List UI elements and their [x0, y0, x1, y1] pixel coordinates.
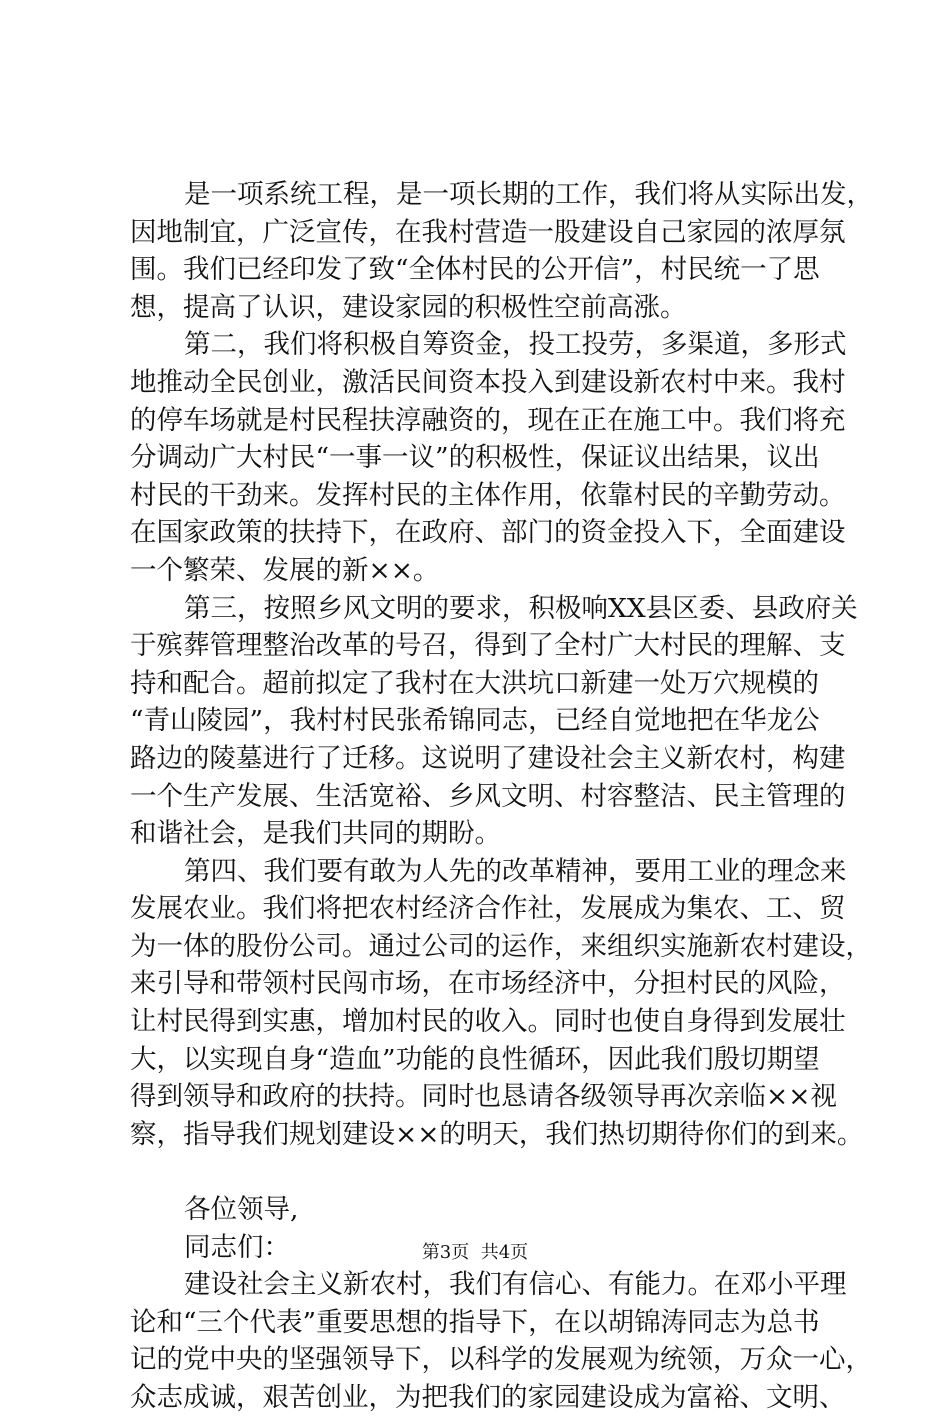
text-line: 第三，按照乡风文明的要求，积极响XX县区委、县政府关: [184, 592, 858, 624]
text-line: 各位领导,: [184, 1194, 299, 1226]
text-line: 论和“三个代表”重要思想的指导下，在以胡锦涛同志为总书: [130, 1306, 820, 1338]
text-line: 因地制宜，广泛宣传，在我村营造一股建设自己家园的浓厚氛: [130, 216, 846, 248]
text-line: 同志们：: [184, 1231, 290, 1263]
text-line: 在国家政策的扶持下，在政府、部门的资金投入下，全面建设: [130, 517, 846, 549]
paragraph-4: [130, 853, 872, 1154]
text-line: 发展农业。我们将把农村经济合作社，发展成为集农、工、贸: [130, 893, 846, 925]
text-line: 第四、我们要有敢为人先的改革精神，要用工业的理念来: [184, 855, 847, 887]
text-line: 的停车场就是村民程扶淳融资的，现在正在施工中。我们将充: [130, 404, 846, 436]
text-line: 察，指导我们规划建设××的明天，我们热切期待你们的到来。: [130, 1118, 864, 1150]
text-line: 村民的干劲来。发挥村民的主体作用，依靠村民的辛勤劳动。: [130, 479, 846, 511]
text-line: 建设社会主义新农村，我们有信心、有能力。在邓小平理: [184, 1269, 847, 1301]
text-line: 围。我们已经印发了致“全体村民的公开信”，村民统一了思: [130, 254, 820, 286]
text-line: 和谐社会，是我们共同的期盼。: [130, 818, 501, 850]
text-line: 大，以实现自身“造血”功能的良性循环，因此我们殷切期望: [130, 1043, 820, 1075]
text-line: 地推动全民创业，激活民间资本投入到建设新农村中来。我村: [130, 366, 846, 398]
body-text: [130, 176, 873, 1417]
paragraph-1: [130, 176, 873, 326]
salutation-leaders: [130, 1191, 830, 1229]
text-line: 持和配合。超前拟定了我村在大洪坑口新建一处万穴规模的: [130, 667, 819, 699]
paragraph-spacer: [130, 1153, 830, 1191]
text-line: 让村民得到实惠，增加村民的收入。同时也使自身得到发展壮: [130, 1006, 846, 1038]
text-line: 一个生产发展、生活宽裕、乡风文明、村容整洁、民主管理的: [130, 780, 846, 812]
page-footer: 第3页 共4页: [421, 1242, 529, 1263]
text-line: 是一项系统工程，是一项长期的工作，我们将从实际出发，: [184, 179, 873, 210]
text-line: 为一体的股份公司。通过公司的运作，来组织实施新农村建设，: [130, 930, 872, 962]
paragraph-3: [130, 590, 858, 853]
text-line: 于殡葬管理整治改革的号召，得到了全村广大村民的理解、支: [130, 630, 846, 662]
text-line: 一个繁荣、发展的新××。: [130, 554, 440, 586]
text-line: 第二，我们将积极自筹资金，投工投劳，多渠道，多形式: [184, 329, 847, 361]
paragraph-5: [130, 1266, 872, 1416]
paragraph-2: [130, 326, 847, 589]
text-line: 想，提高了认识，建设家园的积极性空前高涨。: [130, 291, 687, 323]
text-line: 来引导和带领村民闯市场，在市场经济中，分担村民的风险，: [130, 968, 846, 1000]
text-line: 分调动广大村民“一事一议”的积极性，保证议出结果，议出: [130, 442, 820, 474]
text-line: 众志成诚，艰苦创业，为把我们的家园建设成为富裕、文明、: [130, 1382, 846, 1413]
text-line: 得到领导和政府的扶持。同时也恳请各级领导再次亲临××视: [130, 1081, 837, 1113]
text-line: “青山陵园”，我村村民张希锦同志，已经自觉地把在华龙公: [130, 705, 820, 737]
text-line: 记的党中央的坚强领导下，以科学的发展观为统领，万众一心，: [130, 1344, 872, 1376]
text-line: 路边的陵墓进行了迁移。这说明了建设社会主义新农村，构建: [130, 742, 846, 774]
